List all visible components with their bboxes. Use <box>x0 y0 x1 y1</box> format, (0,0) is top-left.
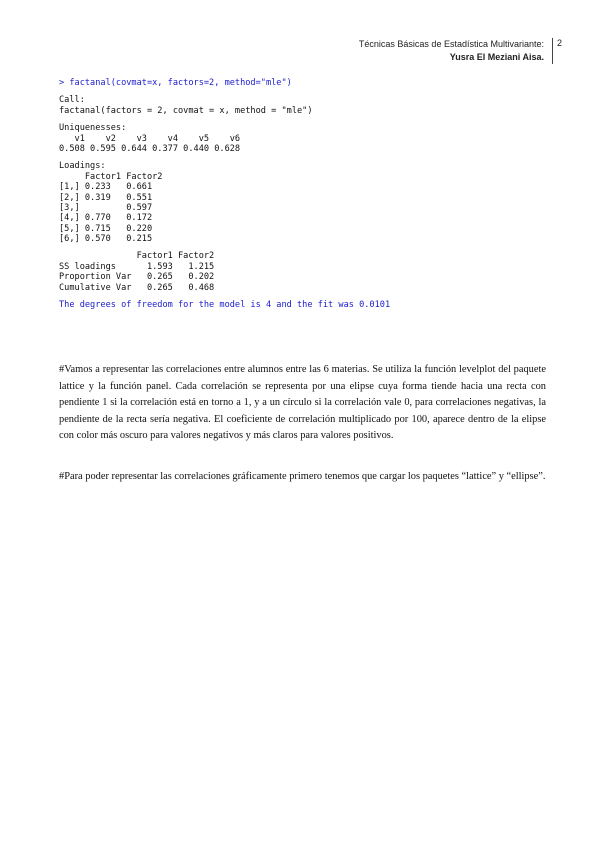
loadings-header: Factor1 Factor2 <box>59 171 163 182</box>
page-number: 2 <box>557 38 563 48</box>
summary-header: Factor1 Factor2 <box>59 251 215 262</box>
loadings-row: [6,] 0.570 0.215 <box>59 234 158 245</box>
loadings-row: [4,] 0.770 0.172 <box>59 213 158 224</box>
loadings-row: [5,] 0.715 0.220 <box>59 223 158 234</box>
summary-row: Cumulative Var 0.265 0.468 <box>59 282 215 293</box>
summary-row: Proportion Var 0.265 0.202 <box>59 272 215 283</box>
call-text: factanal(factors = 2, covmat = x, method = "mle") <box>59 105 313 116</box>
uniquenesses-label: Uniquenesses: <box>59 123 127 134</box>
loadings-row: [1,] 0.233 0.661 <box>59 182 158 193</box>
factanal-command: > factanal(covmat=x, factors=2, method="mle") <box>59 78 292 88</box>
paragraph-correlation-description: #Vamos a representar las correlaciones entre alumnos entre las 6 materias. Se utiliza la función levelplot del paquete lattice y la función panel. Cada correlación se representa por una elipse cuya forma tiende hacia una recta con pendiente 1 si la correlación está en torno a 1, y a un círculo si la correlación vale 0, para correlaciones negativas, la pendiente de la recta sería negativa. El coeficiente de correlación multiplicado por 100, aparece dentro de la elipse con color más oscuro para valores negativos y más claros para valores positivos. <box>59 364 546 441</box>
page-header <box>359 38 553 64</box>
uniquenesses-header: v1 v2 v3 v4 v5 v6 <box>59 133 246 144</box>
paragraph-load-packages: #Para poder representar las correlaciones gráficamente primero tenemos que cargar los paquetes “lattice” y “ellipse”. <box>59 471 546 482</box>
fit-message: The degrees of freedom for the model is 4 and the fit was 0.0101 <box>59 300 391 311</box>
uniquenesses-values: 0.508 0.595 0.644 0.377 0.440 0.628 <box>59 143 246 154</box>
header-author: Yusra El Meziani Aisa. <box>449 52 544 62</box>
r-console-output <box>59 78 529 310</box>
header-title: Técnicas Básicas de Estadística Multivariante: <box>358 39 544 49</box>
loadings-label: Loadings: <box>59 161 106 172</box>
loadings-row: [2,] 0.319 0.551 <box>59 192 158 203</box>
summary-row: SS loadings 1.593 1.215 <box>59 261 215 272</box>
loadings-row: [3,] 0.597 <box>59 202 158 213</box>
call-label: Call: <box>59 95 85 106</box>
